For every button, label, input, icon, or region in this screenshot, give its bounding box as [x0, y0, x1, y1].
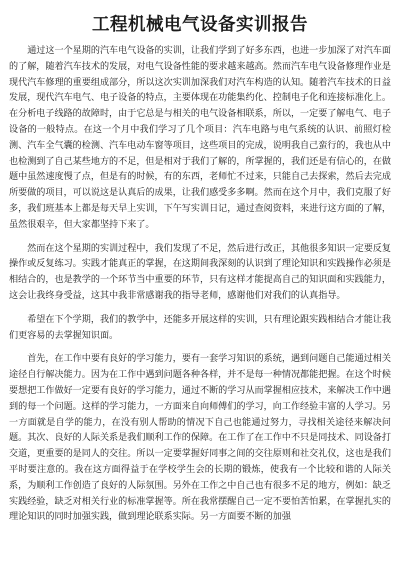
paragraph-spacer	[9, 234, 391, 242]
paragraph-3: 希望在下个学期，我们的教学中，还能多开展这样的实训，只有理论跟实践相结合才能让我们更容易的去掌握知识面。	[9, 314, 391, 341]
paragraph-spacer	[9, 344, 391, 352]
paragraph-1: 通过这一个星期的汽车电气设备的实训，让我们学到了好多东西，也进一步加深了对汽车面的了解，随着汽车技术的发展，对电气设备性能的要求越来越高。然而汽车电气设备修理作业是现代汽车修理的重要组成部分，所以这次实训加深我们对汽车构造的认知。随着汽车技术的日益发展，现代汽车电气、电子设备的特点，主要体现在功能集约化、控制电子化和连接标准化上。在分析电子线路的故障时，由于它总是与相关的电气设备相联系，所以，一定要了解电气、电子设备的一般特点。在这一个月中我们学习了几个项目：汽车电路与电气系统的认识、前照灯检测、汽车全气囊的检测、汽车电动车窗等项目，这些项目的完成，说明我自己蛮行的，我也从中也检测到了自己某些地方的不足，但是相对于我们了解的，所掌握的，我们还是有信心的，在做题中虽然速度慢了点，但是有的时候，有的东西，老师忙不过来，只能自己去探索，然后去完成所要做的项目，可以说这是认真后的成果，让我们感受多多啊。然而在这个月中，我们克服了好多，我们班基本上都是每天早上实训，下午写实训日记，通过查阅资料，来进行这方面的了解，虽然很艰辛，但大家都坚持下来了。	[9, 46, 391, 230]
paragraph-4: 首先，在工作中要有良好的学习能力，要有一套学习知识的系统，遇到问题自己能通过相关途径自行解决能力。因为在工作中遇到问题各种各样，并不是每一种情况都能把握。在这个时候要想把工作做好一定要有良好的学习能力，通过不断的学习从而掌握相应技术，来解决工作中遇到的每一个问题。这样的学习能力，一方面来自向师傅们的学习，向工作经验丰富的人学习。另一方面就是自学的能力，在没有别人帮助的情况下自己也能通过努力，寻找相关途径来解决问题。其次、良好的人际关系是我们顺利工作的保障。在工作了在工作中不只是同技术、同设备打交道，更重要的是同人的交往。所以一定要掌握好同事之间的交往原则和社交礼仪，这也是我们平时要注意的。我在这方面得益于在学校学生会的长期的锻炼，使我有一个比较和谐的人际关系，为顺利工作创造了良好的人际氛围。另外在工作之中自己也有很多不足的地方，例如：缺乏实践经验，缺乏对相关行业的标准掌握等。所在我常摆醒自己一定不要怕苦怕累，在掌握扎实的理论知识的同时加强实践，做到理论联系实际。另一方面要不断的加强	[9, 354, 391, 523]
document-title: 工程机械电气设备实训报告	[92, 15, 308, 35]
document-body	[9, 44, 391, 526]
paragraph-spacer	[9, 305, 391, 313]
paragraph-2: 然而在这个星期的实训过程中，我们发现了不足，然后进行改正，其他很多知识一定要反复操作或反复练习。实践才能真正的掌握，在这期间我深刻的认识到了理论知识和实践操作必须是相结合的，也是教学的一个环节当中重要的环节，只有这样才能提高自己的知识面和实践能力，这会让我终身受益，这其中我非常感谢我的指导老师，感谢他们对我们的认真指导。	[9, 243, 391, 301]
